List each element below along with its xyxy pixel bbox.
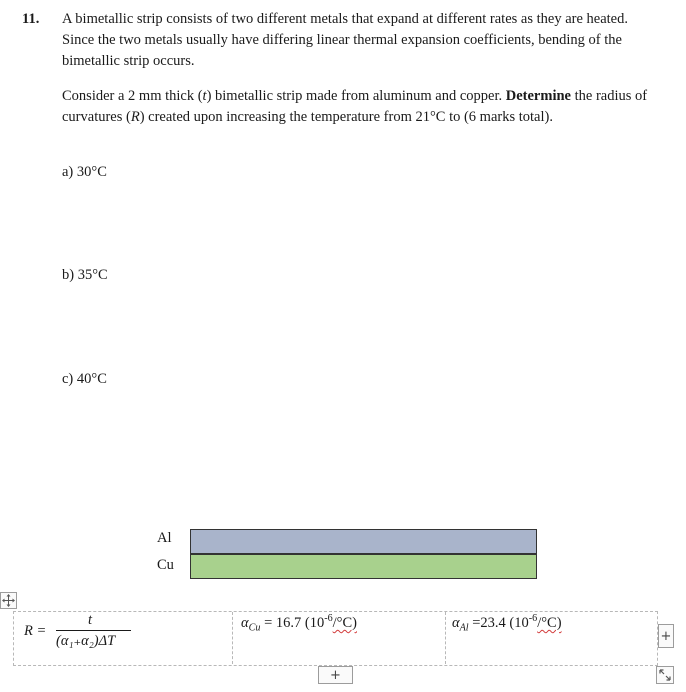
copper-layer (190, 554, 537, 579)
alpha-cu-symbol: α (241, 614, 249, 631)
radius-denominator: (α₁₊α₂)ΔT (56, 633, 116, 649)
alpha-cu-value: = 16.7 (10 (260, 614, 325, 631)
radius-lhs: R = (24, 623, 47, 639)
alpha-al-unit: /°C) (537, 614, 562, 631)
question-task (62, 86, 662, 128)
label-copper: Cu (157, 557, 174, 573)
alpha-copper-cell (241, 613, 357, 634)
task-symbol-R: R (130, 109, 140, 125)
label-aluminum: Al (157, 530, 172, 546)
table-divider-2 (445, 612, 446, 664)
alpha-al-value: =23.4 (10 (468, 614, 529, 631)
part-c: c) 40°C (62, 371, 107, 387)
task-symbol-t: t (202, 88, 207, 104)
alpha-cu-unit: /°C) (332, 614, 357, 631)
alpha-cu-sub: Cu (248, 622, 261, 634)
part-a: a) 30°C (62, 164, 107, 180)
part-b: b) 35°C (62, 267, 108, 283)
question-intro: A bimetallic strip consists of two different metals that expand at different rates as they are heated. Since the two metals usually have differing linear thermal expansion coefficients, bending of the bimetallic strip occurs. (62, 11, 628, 69)
alpha-al-exp: -6 (528, 613, 538, 624)
resize-icon[interactable] (656, 666, 674, 684)
task-text-c: the radius of curvatures ( (62, 88, 648, 125)
alpha-al-sub: Al (459, 622, 469, 634)
alpha-aluminum-cell (452, 613, 562, 634)
aluminum-layer (190, 529, 537, 554)
task-text-b: ) bimetallic strip made from aluminum and copper. (206, 88, 506, 104)
move-icon[interactable] (0, 592, 17, 609)
add-column-button[interactable]: + (658, 624, 674, 648)
question-number: 11. (22, 11, 40, 27)
alpha-al-symbol: α (452, 614, 460, 631)
task-text-a: Consider a 2 mm thick ( (62, 88, 203, 104)
task-text-d: ) created upon increasing the temperature from 21°C to (6 marks total). (139, 109, 553, 125)
radius-numerator: t (88, 612, 93, 628)
alpha-cu-exp: -6 (324, 613, 333, 624)
table-divider-1 (232, 612, 233, 664)
add-row-button[interactable]: + (318, 666, 353, 684)
fraction-bar (56, 630, 131, 631)
task-bold-determine: Determine (505, 88, 571, 104)
